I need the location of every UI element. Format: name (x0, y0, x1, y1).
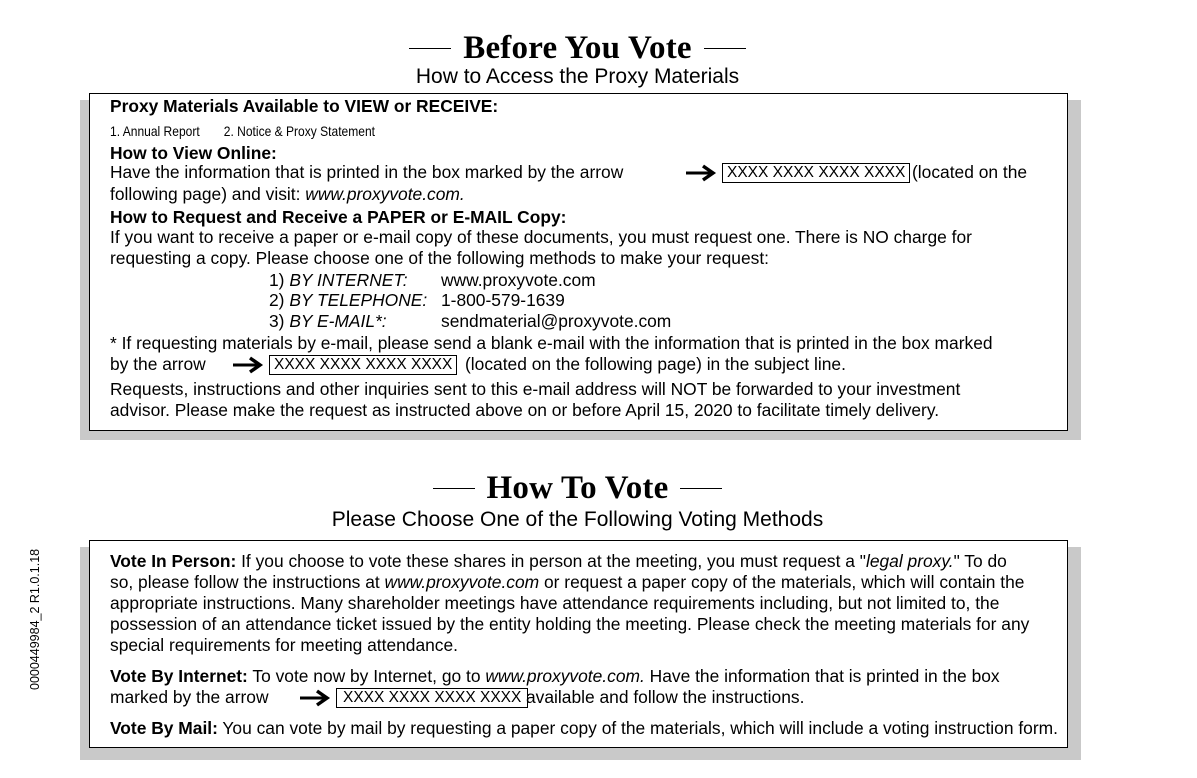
materials-heading: Proxy Materials Available to VIEW or RECEIVE: (110, 96, 499, 116)
request-copy-heading: How to Request and Receive a PAPER or E-MAIL Copy: (110, 207, 567, 227)
how-to-vote-title: How To Vote (0, 470, 1155, 506)
vote-in-person-line-2: so, please follow the instructions at www.proxyvote.com or request a paper copy of the materials, which will contain the (110, 572, 1025, 592)
control-number-box: XXXX XXXX XXXX XXXX (336, 688, 528, 708)
right-arrow-icon (233, 356, 265, 374)
vote-in-person-line-4: possession of an attendance ticket issued by the entity holding the meeting. Please check the meeting materials for any (110, 614, 1030, 634)
vote-in-person-line-3: appropriate instructions. Many shareholder meetings have attendance requirements including, but not limited to, the (110, 593, 1000, 613)
vote-by-internet-line-1: Vote By Internet: To vote now by Internet, go to www.proxyvote.com. Have the information that is printed in the box (110, 666, 1000, 686)
vote-by-internet-line-2-end: available and follow the instructions. (526, 687, 805, 707)
vote-in-person-line-5: special requirements for meeting attendance. (110, 635, 459, 655)
request-line-1: If you want to receive a paper or e-mail copy of these documents, you must request one. There is NO charge for (110, 227, 972, 247)
side-document-code: 0000449984_2 R1.0.1.18 (28, 548, 42, 690)
method-telephone: 2) BY TELEPHONE: (269, 290, 428, 310)
view-online-line-1: Have the information that is printed in the box marked by the arrow (110, 162, 624, 182)
control-number-box: XXXX XXXX XXXX XXXX (269, 355, 457, 375)
requests-line-1: Requests, instructions and other inquiries sent to this e-mail address will NOT be forwarded to your investment (110, 379, 961, 399)
requests-line-2: advisor. Please make the request as instructed above on or before April 15, 2020 to facilitate timely delivery. (110, 400, 940, 420)
right-arrow-icon (300, 689, 332, 707)
before-you-vote-subtitle: How to Access the Proxy Materials (415, 65, 740, 88)
title-rule-right (680, 488, 722, 489)
view-online-heading: How to View Online: (110, 143, 277, 163)
vote-in-person-heading: Vote In Person: (110, 551, 237, 571)
how-to-vote-subtitle: Please Choose One of the Following Voting Methods (331, 508, 824, 531)
title-rule-right (704, 48, 746, 49)
vote-by-mail-line: Vote By Mail: You can vote by mail by requesting a paper copy of the materials, which will include a voting instruction form. (110, 718, 1058, 738)
proxyvote-link[interactable]: www.proxyvote.com (384, 572, 540, 592)
proxyvote-link[interactable]: www.proxyvote.com. (485, 666, 645, 686)
view-online-line-1-end: (located on the (912, 162, 1028, 182)
materials-list (110, 121, 375, 141)
title-rule-left (409, 48, 451, 49)
view-online-line-2: following page) and visit: www.proxyvote.com. (110, 184, 465, 204)
method-email-value[interactable]: sendmaterial@proxyvote.com (441, 311, 672, 331)
vote-internet-control-field (300, 687, 528, 708)
method-internet-value[interactable]: www.proxyvote.com (441, 270, 596, 290)
email-note-line-2-end: (located on the following page) in the subject line. (465, 354, 846, 374)
before-you-vote-title: Before You Vote (0, 30, 1155, 66)
proxyvote-link[interactable]: www.proxyvote.com. (305, 184, 465, 204)
title-rule-left (433, 488, 475, 489)
email-note-line-1: * If requesting materials by e-mail, please send a blank e-mail with the information that is printed in the box marked (110, 333, 993, 353)
view-online-control-field (686, 162, 910, 183)
vote-in-person-line-1: Vote In Person: If you choose to vote these shares in person at the meeting, you must request a "legal proxy." To do (110, 551, 1007, 571)
request-line-2: requesting a copy. Please choose one of the following methods to make your request: (110, 248, 769, 268)
method-telephone-value[interactable]: 1-800-579-1639 (441, 290, 565, 310)
materials-item-annual-report: 1. Annual Report (110, 123, 200, 139)
method-internet: 1) BY INTERNET: (269, 270, 408, 290)
right-arrow-icon (686, 164, 718, 182)
email-note-control-field (233, 354, 457, 375)
vote-by-mail-heading: Vote By Mail: (110, 718, 218, 738)
vote-by-internet-heading: Vote By Internet: (110, 666, 248, 686)
method-email: 3) BY E-MAIL*: (269, 311, 387, 331)
email-note-line-2: by the arrow (110, 354, 206, 374)
materials-item-proxy-statement: 2. Notice & Proxy Statement (223, 123, 376, 139)
control-number-box: XXXX XXXX XXXX XXXX (722, 163, 910, 183)
vote-by-internet-line-2: marked by the arrow (110, 687, 269, 707)
